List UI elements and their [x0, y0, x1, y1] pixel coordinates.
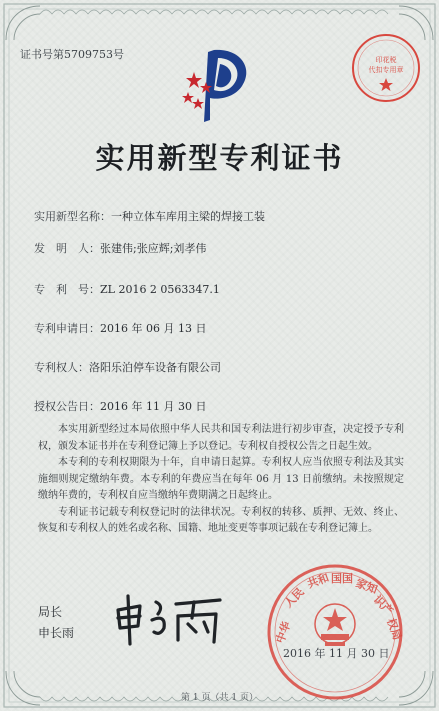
seal-date: 2016 年 11 月 30 日	[283, 647, 390, 660]
svg-text:权局: 权局	[384, 616, 404, 642]
field-filing-date	[34, 320, 206, 336]
field-utility-model-name	[34, 208, 265, 224]
field-patent-number	[34, 281, 220, 297]
field-value: ZL 2016 2 0563347.1	[100, 283, 220, 296]
field-value: 2016 年 06 月 13 日	[100, 322, 207, 335]
svg-text:印花税: 印花税	[375, 56, 397, 64]
field-inventor	[34, 240, 206, 256]
certificate-number: 证书号第5709753号	[20, 48, 124, 61]
field-value: 2016 年 11 月 30 日	[100, 400, 207, 413]
svg-text:共和: 共和	[305, 571, 331, 591]
field-value: 洛阳乐泊停车设备有限公司	[89, 361, 221, 374]
handwritten-signature	[108, 588, 228, 648]
field-patentee	[34, 359, 221, 375]
field-label: 专利权人：	[34, 361, 89, 374]
field-value: 一种立体车库用主梁的焊接工装	[111, 210, 265, 223]
notice-text	[38, 422, 404, 538]
sipo-official-seal	[265, 562, 405, 702]
signer-position: 局长	[38, 605, 63, 619]
field-label: 发 明 人：	[34, 242, 100, 255]
svg-text:识产: 识产	[370, 592, 396, 618]
signer-name: 申长雨	[38, 626, 75, 640]
notice-paragraph: 本实用新型经过本局依照中华人民共和国专利法进行初步审查，决定授予专利权，颁发本证书并在专利登记簿上予以登记。专利权自授权公告之日起生效。	[38, 424, 404, 452]
field-label: 实用新型名称：	[34, 210, 111, 223]
svg-text:国国: 国国	[331, 572, 353, 585]
page-number: 第 1 页（共 1 页）	[181, 693, 258, 703]
field-grant-date	[34, 398, 206, 414]
field-label: 专 利 号：	[34, 283, 100, 296]
sipo-logo-icon	[180, 42, 260, 124]
svg-text:人民: 人民	[281, 585, 307, 611]
tax-stamp-seal	[350, 32, 422, 104]
notice-paragraph: 专利证书记载专利权登记时的法律状况。专利权的转移、质押、无效、终止、恢复和专利权人的姓名或名称、国籍、地址变更等事项记载在专利登记簿上。	[38, 506, 404, 534]
field-label: 专利申请日：	[34, 322, 100, 335]
field-value: 张建伟;张应辉;刘孝伟	[100, 242, 207, 255]
field-label: 授权公告日：	[34, 400, 100, 413]
svg-text:中华: 中华	[273, 619, 294, 646]
svg-text:代扣专用章: 代扣专用章	[368, 66, 404, 74]
certificate-title: 实用新型专利证书	[95, 141, 344, 175]
notice-paragraph: 本专利的专利权期限为十年，自申请日起算。专利权人应当依照专利法及其实施细则规定缴纳年费。本专利的年费应当在每年 06 月 13 日前缴纳。未按照规定缴纳年费的，专利权自应当缴纳年费期满之日起终止。	[38, 457, 404, 501]
svg-text:家知: 家知	[353, 576, 380, 597]
